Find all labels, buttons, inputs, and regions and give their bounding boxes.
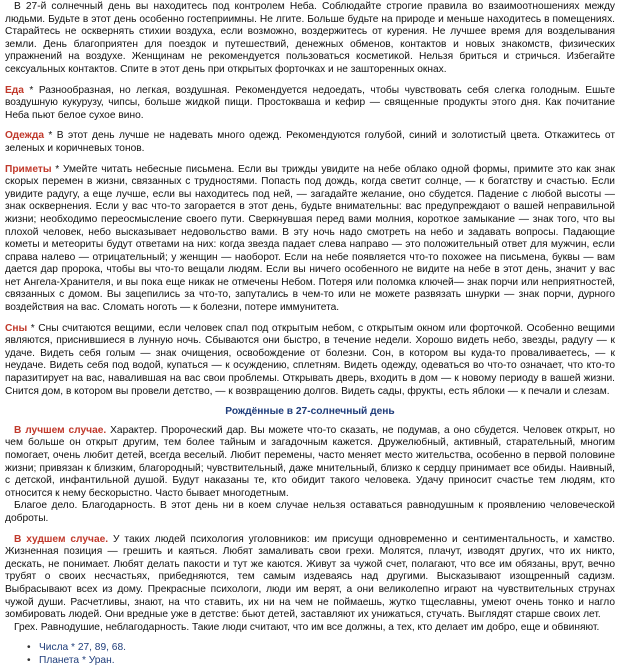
section-text: * Умейте читать небесные письмена. Если вы трижды увидите на небе облако одной формы, примите это как знак скорых перемен в жизни, связанных с трудностями. Попасть под дождь, когда светит солнце, — к богатству и счастью. Если увидите радугу, а еще лучше, если вы находитесь под ней, — загадайте желание, оно сбудется. Падение с любой высоты — знак осквернения. Если у вас что-то загорается в этот день, будьте внимательны: вас предупреждают о вашей неправильной жизни; необходимо переосмысление своего пути. Сверкнувшая перед вами молния, короткое замыкание — знак того, что вы плохой человек, небо высказывает недовольство вами. В эту ночь надо смотреть на небо и задавать вопросы. Падающие кометы и метеориты будут ответами на них: когда звезда падает слева направо — это положительный ответ для мужчин, если справа налево — отрицательный; у женщин — наоборот. Если на небе появляется что-то похожее на письмена, буквы — вам дается дар пророка, чтобы вы что-то вещали людям. Если вы ничего особенного не видите на небе в этот день, значит у вас нет Ангела-Хранителя, и вы пока еще никак не отмечены Небом. Потеря или поломка ключей— знак порчи или неприятностей, связанных с домом. Вы зацепились за что-то, запутались в чем-то или не можете развязать шнурки — знак порчи, дурного воздействия на вас. Сломать ноготь — к болезни, потере иммунитета. [5, 163, 615, 314]
list-item [29, 655, 615, 668]
best-case-title: В лучшем случае. [14, 424, 107, 436]
fact-label: Числа [39, 642, 69, 654]
fact-value: * 27, 89, 68. [68, 642, 126, 654]
section-title: Приметы [5, 163, 52, 175]
fact-value: * Уран. [79, 654, 115, 666]
best-case-paragraph [5, 425, 615, 501]
worst-case-text: У таких людей психология уголовников: им присущи одновременно и сентиментальность, и хамство. Жизненная позиция — грешить и каяться. Любят замаливать свои грехи. Молятся, плачут, изводят других, что их никто, дескать, не понимает. Любят делать пакости и тут же каются. Живут за чужой счет, полагают, что все им обязаны, врут, вечно трубят о своих несчастьях, прибедняются, тем самым издеваясь над другими. Высказывают изощренный садизм. Выбрасывают всех из дому. Прекрасные психологи, люди им верят, а они великолепно играют на чувствительных струнах чужой души. Расчетливы, знают, на что ставить, их ни на чем не поймаешь, жутко тщеславны, умеют очень тонко и нагло зомбировать людей. Они вредные уже в детстве: бьют детей, заставляют их унижаться, стучать. Выглядят старше своих лет. [5, 533, 615, 621]
section-clothing [5, 130, 615, 155]
section-food [5, 85, 615, 123]
best-case-text: Характер. Пророческий дар. Вы можете что-то сказать, не подумав, а оно сбудется. Человек открыт, но чем больше он открыт другим, тем более тайным и загадочным кажется. Дружелюбный, активный, старательный, многим помогает, очень любит детей, всегда веселый. Любит перемены, часто меняет место жительства, особенно в первой половине жизни; привязан к близким, благородный; чувствительный, даже мнительный, близко к сердцу принимает все обиды. Наивный, с детской, инфантильной душой. Будут наказаны те, кто обидит такого человека. Удачу приносит счастье тем людям, кто относится к нему бескорыстно. Часто бывает многодетным. [5, 424, 615, 499]
section-text: * Сны считаются вещими, если человек спал под открытым небом, с открытым окном или форточкой. Особенно вещими являются, приснившиеся в лунную ночь. Сбываются они быстро, в течение недели. Хорошо видеть небо, звезды, радугу — к удаче. Видеть себя голым — знак очищения, освобождение от болезни. Сон, в котором вы куда-то проваливаетесь, — к неудаче. Видеть себя под водой, купаться — к осуждению, сплетням. Видеть одежду, одеваться во что-то означает, что кто-то паразитирует на вас, навалившая на вас свои проблемы. Открывать дверь, входить в дом — к новому периоду в вашей жизни. Снится дом, в котором вы провели детство, — к возвращению долгов. Видеть сады, фрукты, есть яблоки — к печали и слезам. [5, 322, 615, 397]
section-title: Сны [5, 322, 28, 334]
list-item [29, 642, 615, 655]
section-omens [5, 164, 615, 315]
worst-case-title: В худшем случае. [14, 533, 109, 545]
section-text: * Разнообразная, но легкая, воздушная. Рекомендуется недоедать, чтобы чувствовать себя слегка голодным. Ешьте воздушную кукурузу, чипсы, больше жидкой пищи. Простокваша и кефир — священные продукты этого дня. Как почитание Неба пьют белое сухое вино. [5, 84, 615, 121]
born-heading: Рождённые в 27-солнечный день [225, 406, 395, 418]
section-title: Еда [5, 84, 24, 96]
worst-case-after: Грех. Равнодушие, неблагодарность. Такие люди считают, что им все должны, а тех, кто делает им добро, еще и обвиняют. [14, 621, 600, 633]
best-case-after: Благое дело. Благодарность. В этот день ни в коем случае нельзя оставаться равнодушным к проявлению человеческой доброты. [5, 500, 615, 524]
facts-list [5, 642, 615, 667]
section-title: Одежда [5, 130, 45, 142]
fact-label: Планета [39, 654, 80, 666]
section-dreams [5, 323, 615, 399]
worst-case-paragraph [5, 534, 615, 622]
intro-paragraph: В 27-й солнечный день вы находитесь под контролем Неба. Соблюдайте строгие правила во взаимоотношениях между людьми. Будьте в этот день особенно гостеприимны. Не лгите. Больше будьте на природе и меньше находитесь в помещениях. Старайтесь не осквернять стихии воздуха, если возможно, воздержитесь от курения. Не лучшее время для возделывания земли. День благоприятен для поездок и путешествий, денежных обменов, контактов и новых знакомств, физических упражнений на воздухе. Женщинам не рекомендуется пользоваться косметикой. Нельзя бриться и стричься. Избегайте сексуальных контактов. Спите в этот день при открытых форточках и не зашторенных окнах. [5, 1, 615, 75]
section-text: * В этот день лучше не надевать много одежд. Рекомендуются голубой, синий и золотистый цвета. Откажитесь от зеленых и коричневых тонов. [5, 130, 615, 154]
